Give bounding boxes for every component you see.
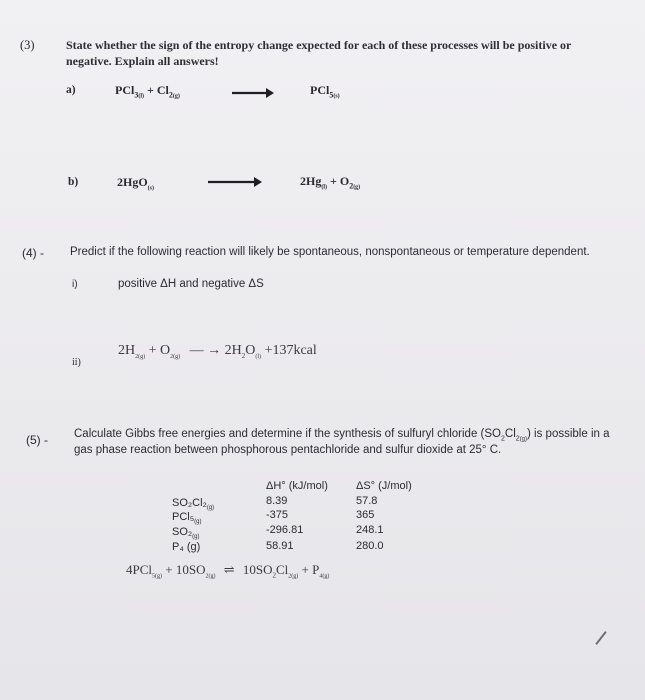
table-ds-value: 248.1: [356, 524, 384, 536]
q3a-reactants: [115, 83, 180, 99]
q5-eq-so2cl2-sub2: 2(g): [288, 573, 299, 580]
table-row: [172, 541, 200, 553]
q3a-products: [310, 83, 340, 99]
q5-eq-p4-sub: 4(g): [319, 573, 330, 580]
q5-eq-arrow: ⇌: [223, 562, 235, 577]
table-dh-value: 58.91: [266, 540, 294, 552]
table-state: (g): [192, 534, 200, 541]
q3-part-b-label: b): [68, 176, 79, 188]
q3a-reaction-arrow: [232, 87, 274, 99]
q5-prompt-l1a: Calculate Gibbs free energies and determine if the synthesis of sulfuryl chloride (SO: [74, 428, 501, 440]
q4-eq-energy: +137kcal: [264, 343, 317, 358]
q4-part-i-label: i): [72, 279, 78, 290]
q4-eq-h2o: 2H: [224, 343, 242, 358]
q4-eq-h2o-o: O: [245, 343, 256, 358]
q5-eq-p4: + P: [301, 562, 320, 577]
q3-number: (3): [20, 38, 35, 52]
q3a-cl2-state: (g): [172, 93, 180, 100]
table-row: [172, 511, 202, 525]
table-state: (g): [206, 505, 215, 512]
table-ds-value: 57.8: [356, 495, 378, 507]
table-row: [172, 497, 214, 511]
q3a-cl2-sub: 2: [168, 90, 173, 100]
q5-prompt-l1e: (g): [519, 436, 528, 443]
q3a-pcl5-sub: 5: [329, 90, 334, 100]
q5-eq-so2-sub: 2(g): [205, 573, 216, 580]
q3b-hgo-state: (s): [147, 185, 155, 192]
q4-eq-h2: 2H: [118, 343, 136, 358]
q3b-products: [300, 174, 360, 190]
q3-part-a-label: a): [66, 84, 76, 96]
q3a-pcl5: PCl: [310, 83, 330, 97]
q5-eq-so2cl2: 10SO: [242, 562, 273, 577]
q4-eq-o2: + O: [148, 343, 171, 358]
q3b-o2-state: (g): [353, 184, 361, 191]
q3b-reaction-arrow: [208, 176, 262, 188]
q3a-pcl3: PCl: [115, 83, 135, 97]
q5-eq-pcl5: 4PCl: [126, 562, 153, 577]
q3b-hg: 2Hg: [300, 174, 322, 188]
q3-prompt-line1: State whether the sign of the entropy change expected for each of these processes will be positive or: [66, 38, 572, 52]
q4-eq-h2o-sub: 2: [241, 351, 246, 360]
q5-eq-so2: + 10SO: [165, 562, 206, 577]
q3b-o2-sub: 2: [349, 181, 354, 191]
table-header-dh: ΔH° (kJ/mol): [266, 480, 328, 492]
q4-equation: [118, 343, 317, 360]
q5-eq-so2cl2-cl: Cl: [276, 562, 289, 577]
q5-prompt-l1f: ) is possible in a: [527, 428, 610, 440]
q5-eq-so2cl2-sub1: 2: [272, 571, 276, 580]
table-row: [172, 526, 200, 540]
q3b-hgo: 2HgO: [117, 175, 148, 189]
q5-prompt-l1d: 2: [515, 435, 520, 443]
table-dh-value: 8.39: [266, 495, 288, 507]
q4-eq-h2o-state: (l): [255, 353, 262, 360]
q4-part-i-text: positive ΔH and negative ΔS: [118, 278, 264, 290]
q5-eq-pcl5-sub: 5(g): [152, 573, 163, 580]
q4-part-ii-label: ii): [72, 357, 81, 368]
pen-mark: [595, 631, 606, 645]
table-ds-value: 280.0: [356, 540, 384, 552]
q3a-pcl3-sub: 3: [134, 90, 139, 100]
table-species: P₄ (g): [172, 541, 201, 553]
q5-prompt-l1b: 2: [501, 435, 505, 443]
table-state: (g): [194, 519, 202, 526]
table-species: SO₂Cl₂: [172, 497, 207, 509]
q3a-cl2: + Cl: [147, 83, 169, 97]
table-dh-value: -296.81: [266, 524, 304, 536]
q3a-pcl5-state: (s): [333, 93, 340, 100]
table-dh-value: -375: [266, 509, 289, 521]
q3b-hg-state: (l): [321, 184, 328, 191]
table-species: SO₂: [172, 526, 193, 538]
q5-equation: [126, 562, 329, 580]
q4-eq-h2-sub: 2(g): [135, 353, 146, 360]
q4-prompt: Predict if the following reaction will likely be spontaneous, nonspontaneous or temperature dependent.: [70, 246, 590, 258]
q4-eq-o2-sub: 2(g): [170, 353, 181, 360]
q5-prompt-line2: gas phase reaction between phosphorous pentachloride and sulfur dioxide at 25° C.: [74, 444, 502, 456]
q4-number: (4) -: [22, 246, 44, 260]
q3b-reactants: [117, 175, 154, 191]
q3a-pcl3-state: (l): [138, 93, 145, 100]
q3-prompt-line2: negative. Explain all answers!: [66, 54, 219, 68]
q3b-o2: + O: [330, 174, 350, 188]
q4-eq-arrow: — →: [189, 343, 222, 358]
table-species: PCl₅: [172, 511, 195, 523]
table-header-ds: ΔS° (J/mol): [356, 480, 412, 492]
q5-prompt-l1c: Cl: [504, 428, 516, 440]
table-ds-value: 365: [356, 509, 375, 521]
q5-number: (5) -: [26, 433, 48, 447]
